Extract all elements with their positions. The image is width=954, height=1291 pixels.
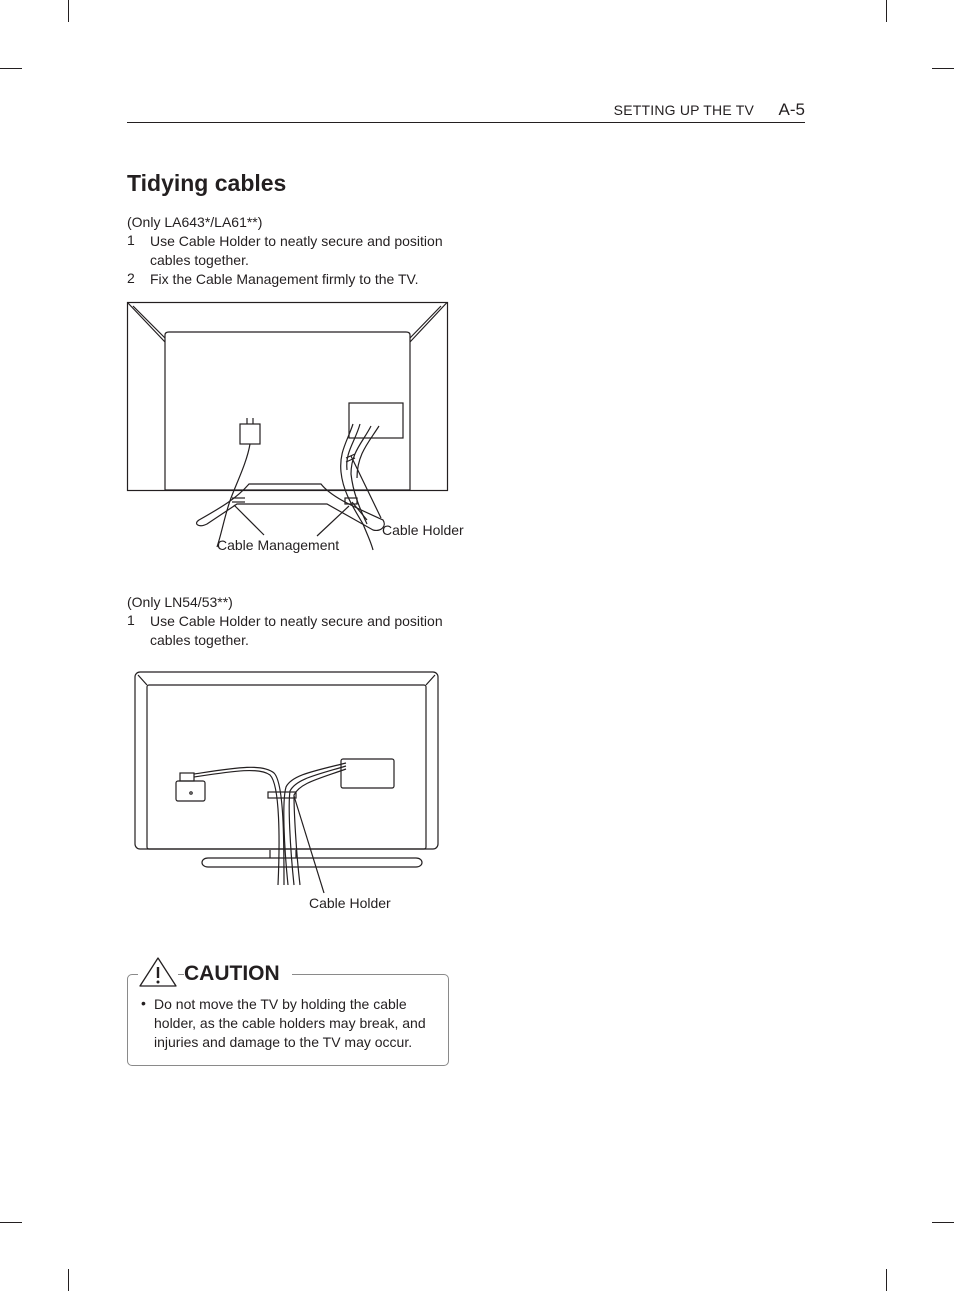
bullet: • <box>141 995 146 1011</box>
label-cable-holder: Cable Holder <box>382 522 464 538</box>
model-note: (Only LA643*/LA61**) <box>127 214 263 230</box>
label-cable-management: Cable Management <box>217 537 340 553</box>
crop-mark <box>886 1269 887 1291</box>
crop-mark <box>886 0 887 22</box>
section-title: SETTING UP THE TV <box>613 102 754 118</box>
crop-mark <box>932 1222 954 1223</box>
page-number: A-5 <box>778 100 805 119</box>
caution-text: Do not move the TV by holding the cable holder, as the cable holders may break, and injuries and damage to the TV may occur. <box>154 996 426 1050</box>
caution-title: CAUTION <box>184 962 292 986</box>
step-text: Fix the Cable Management firmly to the TV. <box>150 271 419 287</box>
warning-triangle-icon <box>138 956 178 988</box>
crop-mark <box>932 68 954 69</box>
label-cable-holder: Cable Holder <box>309 895 391 911</box>
tv-back-illustration-cable-holder <box>134 671 440 893</box>
page-title: Tidying cables <box>127 170 287 196</box>
step-number: 1 <box>127 232 135 248</box>
page-header <box>127 96 805 123</box>
crop-mark <box>68 0 69 22</box>
tv-back-illustration-cable-management <box>127 302 449 552</box>
crop-mark <box>68 1269 69 1291</box>
step-text: Use Cable Holder to neatly secure and position cables together. <box>150 613 443 648</box>
crop-mark <box>0 68 22 69</box>
model-note: (Only LN54/53**) <box>127 594 233 610</box>
step-text: Use Cable Holder to neatly secure and position cables together. <box>150 233 443 268</box>
step-number: 2 <box>127 270 135 286</box>
crop-mark <box>0 1222 22 1223</box>
step-number: 1 <box>127 612 135 628</box>
